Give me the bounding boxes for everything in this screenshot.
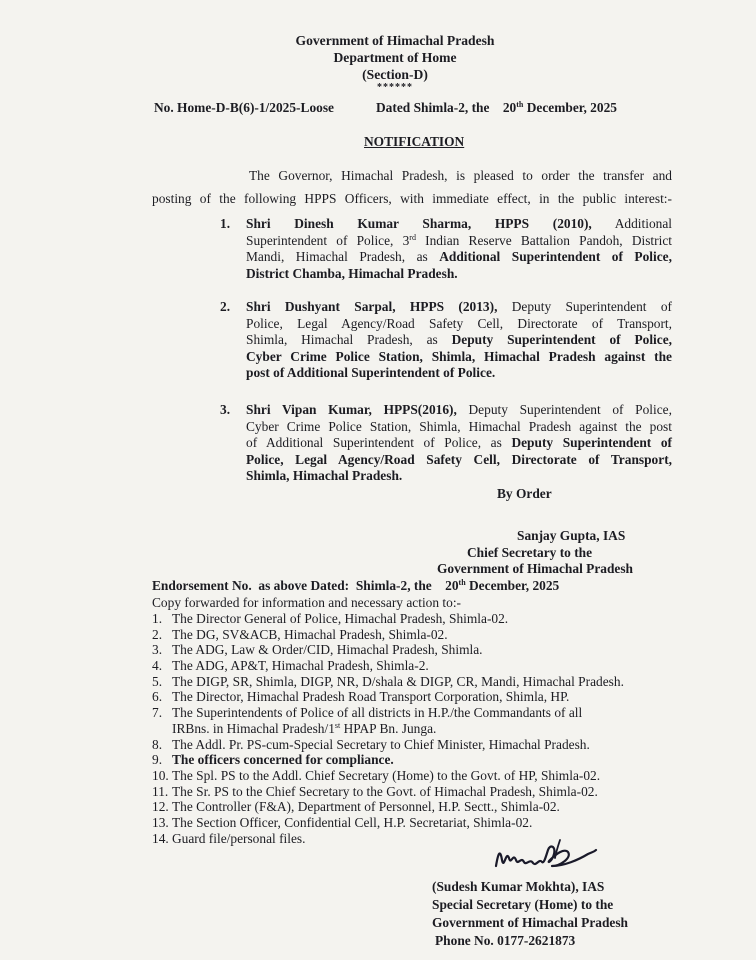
list-item-number: 13.: [152, 814, 169, 830]
list-item: [152, 784, 672, 800]
list-item-sup: st: [334, 720, 341, 730]
chief-secretary-name: Sanjay Gupta, IAS: [517, 528, 626, 543]
intro-text-2: posting of the following HPPS Officers, with immediate effect, in the public interest:-: [152, 191, 672, 206]
list-item-text: The officers concerned for compliance.: [172, 752, 394, 768]
chief-secretary-designation: Chief Secretary to the: [467, 545, 593, 560]
order2-l1-rest: Deputy Superintendent of: [511, 299, 672, 314]
order1-l2a: Superintendent of Police, 3: [246, 232, 410, 248]
order3-l1-rest: Deputy Superintendent of Police,: [468, 402, 672, 417]
order1-l2b: Indian Reserve Battalion Pandoh, District: [425, 232, 672, 248]
list-item: [152, 799, 672, 815]
list-item: [152, 752, 672, 768]
order-number-2: 2.: [220, 299, 231, 314]
copy-list: [152, 611, 672, 846]
list-item-text: The ADG, Law & Order/CID, Himachal Pradesh, Shimla.: [172, 642, 483, 658]
order1-l2sup: rd: [409, 232, 416, 242]
list-item: [152, 689, 672, 705]
list-item: [152, 642, 672, 658]
list-item: [152, 768, 672, 784]
reference-date-rest: December, 2025: [526, 100, 617, 115]
government-heading: Government of Himachal Pradesh: [295, 33, 495, 48]
special-secretary-name: (Sudesh Kumar Mokhta), IAS: [432, 879, 605, 894]
special-secretary-government: Government of Himachal Pradesh: [432, 915, 629, 930]
reference-number: No. Home-D-B(6)-1/2025-Loose: [154, 100, 334, 115]
copy-forwarded-line: Copy forwarded for information and necessary action to:-: [152, 595, 461, 610]
special-secretary-designation: Special Secretary (Home) to the: [432, 897, 614, 912]
order1-l4-bold: District Chamba, Himachal Pradesh.: [246, 265, 458, 281]
order3-officer: Shri Vipan Kumar, HPPS(2016),: [246, 402, 457, 417]
list-item: [152, 705, 672, 736]
order2-line5: [246, 365, 672, 382]
list-item-text: The ADG, AP&T, Himachal Pradesh, Shimla-2.: [172, 658, 429, 674]
list-item-text: The Addl. Pr. PS-cum-Special Secretary to Chief Minister, Himachal Pradesh.: [172, 736, 590, 752]
special-secretary-block: [432, 878, 628, 950]
order-body-1: [246, 216, 672, 282]
order2-l5-bold: post of Additional Superintendent of Police.: [246, 365, 496, 381]
order3-l5-bold: Shimla, Himachal Pradesh.: [246, 468, 403, 484]
order3-line2: Cyber Crime Police Station, Shimla, Himachal Pradesh against the post: [246, 418, 672, 434]
order3-line5: [246, 468, 672, 485]
list-item-text: The Director General of Police, Himachal Pradesh, Shimla-02.: [172, 611, 509, 626]
list-item-number: 14.: [152, 830, 169, 846]
order3-l3-text: of Additional Superintendent of Police, as: [246, 435, 502, 451]
list-item-number: 5.: [152, 673, 163, 689]
order1-line3: [246, 249, 672, 266]
list-item-text: The Section Officer, Confidential Cell, H.P. Secretariat, Shimla-02.: [172, 814, 533, 830]
order2-line1: [246, 299, 672, 316]
page-title: NOTIFICATION: [364, 134, 465, 149]
list-item-text: The Spl. PS to the Addl. Chief Secretary (Home) to the Govt. of HP, Shimla-02.: [172, 767, 601, 783]
endorsement-date-day: 20: [445, 578, 459, 593]
intro-text-1: The Governor, Himachal Pradesh, is pleased to order the transfer and: [249, 168, 672, 183]
list-item-text: The Superintendents of Police of all districts in H.P./the Commandants of all: [172, 705, 583, 721]
order-number-3: 3.: [220, 402, 231, 417]
list-item-text: The DG, SV&ACB, Himachal Pradesh, Shimla-02.: [172, 626, 448, 642]
header-stars: ******: [377, 82, 413, 93]
list-item-number: 9.: [152, 752, 163, 768]
list-item-number: 8.: [152, 736, 163, 752]
order2-line4: [246, 349, 672, 366]
endorsement-date-suffix: th: [458, 578, 466, 587]
order1-line2: [246, 233, 672, 250]
list-item: [152, 658, 672, 674]
order1-line1: [246, 216, 672, 233]
order3-l4-bold: Police, Legal Agency/Road Safety Cell, Directorate of Transport,: [246, 451, 672, 467]
order1-officer: Shri Dinesh Kumar Sharma, HPPS (2010),: [246, 216, 592, 231]
list-item: [152, 674, 672, 690]
list-item-number: 4.: [152, 658, 163, 674]
list-item-text: The Director, Himachal Pradesh Road Transport Corporation, Shimla, HP.: [172, 689, 570, 705]
order1-l1-rest: Additional: [614, 216, 672, 231]
reference-date-suffix: th: [516, 100, 524, 109]
order-body-3: [246, 402, 672, 485]
handwritten-signature: [490, 836, 600, 878]
list-item-number: 11.: [152, 783, 169, 799]
list-item-text-continued: [172, 721, 436, 737]
order2-l3-text: Shimla, Himachal Pradesh, as: [246, 332, 438, 348]
list-item-number: 6.: [152, 689, 163, 705]
order1-l3-bold: Additional Superintendent of Police,: [439, 249, 672, 265]
order2-l3-bold: Deputy Superintendent of Police,: [451, 332, 672, 348]
list-item-number: 7.: [152, 705, 163, 721]
intro-line-2: [152, 191, 672, 208]
order3-line1: [246, 402, 672, 419]
list-item-text: Guard file/personal files.: [172, 830, 306, 846]
endorsement-as-above: as above Dated:: [258, 578, 350, 593]
section-heading: (Section-D): [362, 67, 428, 82]
list-item-number: 10.: [152, 767, 169, 783]
order2-line3: [246, 332, 672, 349]
list-item-text: The Controller (F&A), Department of Personnel, H.P. Sectt., Shimla-02.: [172, 799, 560, 815]
order-number-1: 1.: [220, 216, 231, 231]
list-item-text-2a: IRBns. in Himachal Pradesh/1: [172, 720, 335, 736]
endorsement-place: Shimla-2, the: [355, 578, 432, 593]
order1-l3-text: Mandi, Himachal Pradesh, as: [246, 249, 428, 265]
chief-secretary-government: Government of Himachal Pradesh: [437, 561, 634, 576]
reference-date-day: 20: [502, 100, 517, 115]
order2-officer: Shri Dushyant Sarpal, HPPS (2013),: [246, 299, 498, 314]
list-item: [152, 627, 672, 643]
list-item-text: The Sr. PS to the Chief Secretary to the Govt. of Himachal Pradesh, Shimla-02.: [172, 783, 598, 799]
endorsement-line: [152, 578, 559, 594]
list-item-text: The DIGP, SR, Shimla, DIGP, NR, D/shala & DIGP, CR, Mandi, Himachal Pradesh.: [172, 673, 624, 689]
order2-line2: Police, Legal Agency/Road Safety Cell, Directorate of Transport,: [246, 315, 672, 331]
order3-line4: [246, 452, 672, 469]
list-item-text-2b: HPAP Bn. Junga.: [340, 720, 437, 736]
list-item-number: 1.: [152, 611, 163, 626]
department-heading: Department of Home: [333, 50, 457, 65]
order1-line4: [246, 266, 672, 283]
endorsement-date-rest: December, 2025: [469, 578, 560, 593]
reference-date: [376, 100, 617, 116]
list-item-number: 2.: [152, 626, 163, 642]
order2-l4-bold: Cyber Crime Police Station, Shimla, Himachal Pradesh against the: [246, 348, 672, 364]
reference-dated-prefix: Dated Shimla-2, the: [376, 100, 490, 115]
order3-line3: [246, 435, 672, 452]
endorsement-label: Endorsement No.: [152, 578, 252, 593]
intro-line-1: [249, 168, 672, 185]
list-item-number: 12.: [152, 799, 169, 815]
order3-l3-bold: Deputy Superintendent of: [511, 435, 672, 451]
special-secretary-phone: Phone No. 0177-2621873: [435, 933, 576, 948]
list-item: [152, 611, 672, 627]
list-item-number: 3.: [152, 642, 163, 658]
by-order: By Order: [497, 486, 552, 501]
list-item: [152, 737, 672, 753]
order-body-2: [246, 299, 672, 382]
list-item: [152, 815, 672, 831]
